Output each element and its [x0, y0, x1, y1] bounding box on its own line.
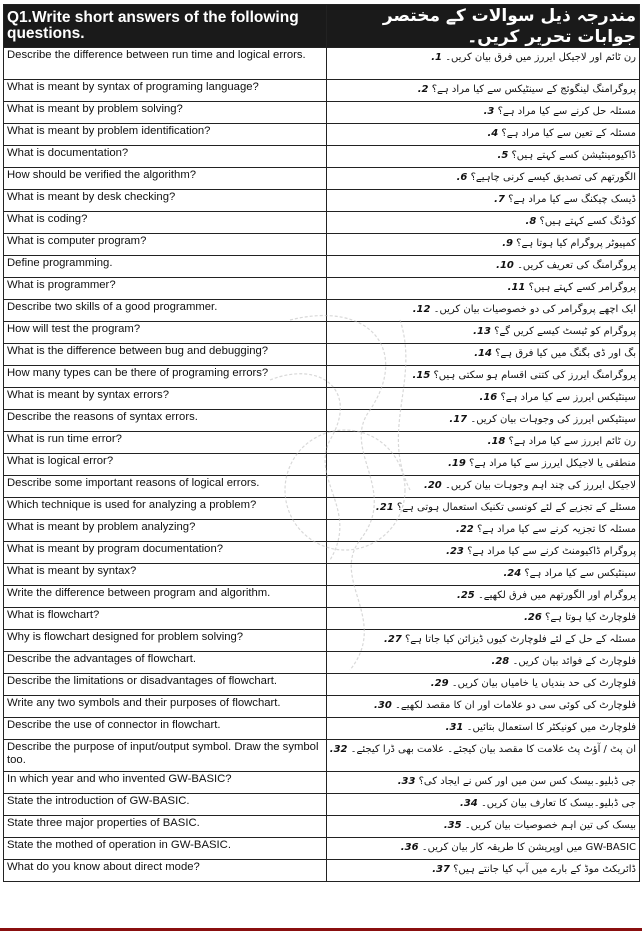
question-urdu-cell — [327, 630, 640, 652]
question-english: State three major properties of BASIC. — [7, 817, 200, 829]
question-english-cell — [4, 102, 327, 124]
question-urdu-cell — [327, 366, 640, 388]
table-row — [4, 860, 640, 882]
question-english: What is meant by problem identification? — [7, 125, 211, 137]
question-urdu-cell — [327, 124, 640, 146]
question-english: How will test the program? — [7, 323, 141, 335]
question-english-cell — [4, 410, 327, 432]
table-row — [4, 388, 640, 410]
question-urdu — [330, 102, 636, 122]
question-english: What is meant by syntax of programing language? — [7, 81, 259, 93]
question-urdu-text: پروگرامر کسے کہتے ہیں؟ — [528, 282, 636, 293]
question-number: 18. — [487, 436, 506, 447]
question-urdu — [330, 410, 636, 430]
table-row — [4, 190, 640, 212]
question-urdu — [330, 794, 636, 814]
question-english-cell — [4, 696, 327, 718]
question-urdu-cell — [327, 564, 640, 586]
question-number: 36. — [400, 842, 419, 853]
question-urdu-cell — [327, 816, 640, 838]
question-number: 6. — [456, 172, 468, 183]
question-english: What is programmer? — [7, 279, 116, 291]
question-english-cell — [4, 234, 327, 256]
question-urdu-text: GW-BASIC میں اوپریشن کا طریقہ کار بیان کریں۔ — [421, 842, 636, 853]
question-english: Why is flowchart designed for problem solving? — [7, 631, 244, 643]
question-urdu-text: پروگرام کو ٹیسٹ کیسے کریں گے؟ — [494, 326, 636, 337]
question-number: 7. — [494, 194, 505, 205]
table-row — [4, 740, 640, 772]
question-urdu-text: کوڈنگ کسے کہتے ہیں؟ — [539, 216, 636, 227]
question-english: What is meant by syntax errors? — [7, 389, 169, 401]
question-urdu — [330, 696, 636, 716]
question-urdu-text: رن ٹائم ایررز سے کیا مراد ہے؟ — [508, 436, 636, 447]
header-english-cell — [4, 5, 327, 48]
question-urdu-cell — [327, 860, 640, 882]
question-english-cell — [4, 432, 327, 454]
question-urdu-text: پروگرامنگ لینگوئج کے سینٹیکس سے کیا مراد ہے؟ — [431, 84, 636, 95]
question-english: What is meant by program documentation? — [7, 543, 224, 555]
question-english-cell — [4, 630, 327, 652]
question-urdu — [330, 48, 636, 68]
question-english: What is the difference between bug and debugging? — [7, 345, 269, 357]
question-urdu — [330, 718, 636, 738]
question-urdu-cell — [327, 652, 640, 674]
question-number: 5. — [497, 150, 509, 161]
question-english-cell — [4, 860, 327, 882]
question-number: 17. — [449, 414, 468, 425]
question-urdu-text: سینٹیکس ایررز سے کیا مراد ہے؟ — [500, 392, 636, 403]
question-urdu-cell — [327, 674, 640, 696]
question-urdu — [330, 652, 636, 672]
question-english: How should be verified the algorithm? — [7, 169, 197, 181]
question-number: 1. — [431, 52, 442, 63]
question-number: 30. — [374, 700, 392, 711]
question-urdu-cell — [327, 212, 640, 234]
question-urdu — [330, 772, 636, 792]
question-number: 21. — [375, 502, 394, 513]
question-number: 34. — [460, 798, 478, 809]
question-urdu — [330, 432, 636, 452]
question-english-cell — [4, 124, 327, 146]
question-english: How many types can be there of programing errors? — [7, 367, 269, 379]
question-urdu-cell — [327, 542, 640, 564]
question-number: 12. — [412, 304, 431, 315]
question-urdu — [330, 300, 636, 320]
question-urdu-text: فلوچارٹ کی حد بندیاں یا خامیاں بیان کریں۔ — [451, 678, 636, 689]
question-english-cell — [4, 586, 327, 608]
question-english-cell — [4, 366, 327, 388]
question-urdu-text: ڈائریکٹ موڈ کے بارے میں آپ کیا جانتے ہیں؟ — [453, 864, 636, 875]
table-row — [4, 124, 640, 146]
header-urdu: مندرجہ ذیل سوالات کے مختصر جوابات تحریر کریں۔ — [382, 6, 636, 47]
question-english: Describe two skills of a good programmer. — [7, 301, 218, 313]
question-urdu-cell — [327, 190, 640, 212]
table-row — [4, 168, 640, 190]
question-english: Write any two symbols and their purposes of flowchart. — [7, 697, 281, 709]
table-row — [4, 674, 640, 696]
question-english: What is run time error? — [7, 433, 122, 445]
question-urdu-text: پروگرام اور الگورتھم میں فرق لکھیے۔ — [477, 590, 636, 601]
question-urdu — [330, 586, 636, 606]
question-urdu-cell — [327, 772, 640, 794]
question-english-cell — [4, 794, 327, 816]
question-english-cell — [4, 256, 327, 278]
question-urdu-cell — [327, 322, 640, 344]
question-english-cell — [4, 190, 327, 212]
question-number: 2. — [417, 84, 429, 95]
question-english-cell — [4, 454, 327, 476]
table-row — [4, 322, 640, 344]
question-english: In which year and who invented GW-BASIC? — [7, 773, 232, 785]
question-english: Describe the purpose of input/output symbol. Draw the symbol too. — [7, 741, 319, 766]
question-urdu-text: مسئلہ کا تجزیہ کرنے سے کیا مراد ہے؟ — [476, 524, 636, 535]
question-english-cell — [4, 476, 327, 498]
table-row — [4, 102, 640, 124]
question-urdu — [330, 476, 636, 496]
question-urdu — [330, 168, 636, 188]
question-urdu-text: پروگرامنگ کی تعریف کریں۔ — [517, 260, 636, 271]
question-english-cell — [4, 278, 327, 300]
question-number: 27. — [384, 634, 402, 645]
question-english: What is flowchart? — [7, 609, 100, 621]
table-row — [4, 652, 640, 674]
question-urdu-text: مسئلہ حل کرنے سے کیا مراد ہے؟ — [497, 106, 636, 117]
question-urdu-text: الگورتھم کی تصدیق کیسے کرنی چاہیے؟ — [470, 172, 636, 183]
question-urdu — [330, 542, 636, 562]
question-english-cell — [4, 300, 327, 322]
question-urdu-cell — [327, 300, 640, 322]
question-number: 33. — [397, 776, 416, 787]
question-urdu — [330, 608, 636, 628]
question-urdu-text: مسئلہ کے حل کے لئے فلوچارٹ کیوں ڈیزائن کیا جاتا ہے؟ — [404, 634, 636, 645]
question-urdu-text: ان پٹ / آؤٹ پٹ علامت کا مقصد بیان کیجئے۔ علامت بھی ڈرا کیجئے۔ — [350, 744, 636, 755]
question-number: 31. — [445, 722, 464, 733]
question-english-cell — [4, 816, 327, 838]
question-english-cell — [4, 718, 327, 740]
question-number: 29. — [430, 678, 449, 689]
question-english-cell — [4, 652, 327, 674]
question-number: 13. — [473, 326, 491, 337]
table-header-row — [4, 5, 640, 48]
table-row — [4, 564, 640, 586]
question-urdu — [330, 838, 636, 858]
question-english: Describe the reasons of syntax errors. — [7, 411, 198, 423]
question-english-cell — [4, 838, 327, 860]
question-english: What is coding? — [7, 213, 88, 225]
question-urdu-text: لاجیکل ایررز کی چند اہم وجوہات بیان کریں۔ — [444, 480, 636, 491]
table-row — [4, 80, 640, 102]
table-row — [4, 432, 640, 454]
question-english-cell — [4, 740, 327, 772]
question-urdu-cell — [327, 80, 640, 102]
table-row — [4, 212, 640, 234]
question-urdu — [330, 234, 636, 254]
question-urdu-text: پروگرام ڈاکیومنٹ کرنے سے کیا مراد ہے؟ — [467, 546, 636, 557]
question-number: 3. — [483, 106, 495, 117]
question-english: Describe the advantages of flowchart. — [7, 653, 197, 665]
question-urdu-text: بیسک کی تین اہم خصوصیات بیان کریں۔ — [464, 820, 636, 831]
question-urdu-text: مسئلے کے تجزیے کے لئے کونسی تکنیک استعمال ہوتی ہے؟ — [396, 502, 636, 513]
question-urdu-cell — [327, 454, 640, 476]
question-number: 24. — [503, 568, 522, 579]
table-row — [4, 498, 640, 520]
question-urdu-cell — [327, 102, 640, 124]
question-urdu-text: ایک اچھے پروگرامر کی دو خصوصیات بیان کریں۔ — [433, 304, 636, 315]
question-number: 22. — [456, 524, 474, 535]
table-row — [4, 454, 640, 476]
question-urdu-text: کمپیوٹر پروگرام کیا ہوتا ہے؟ — [516, 238, 636, 249]
question-urdu — [330, 740, 636, 760]
question-urdu — [330, 816, 636, 836]
question-urdu-text: سینٹیکس سے کیا مراد ہے؟ — [524, 568, 636, 579]
table-row — [4, 520, 640, 542]
question-number: 9. — [502, 238, 513, 249]
question-english: State the introduction of GW-BASIC. — [7, 795, 190, 807]
question-english: Which technique is used for analyzing a problem? — [7, 499, 257, 511]
question-urdu — [330, 190, 636, 210]
question-urdu — [330, 454, 636, 474]
table-row — [4, 718, 640, 740]
question-urdu-text: منطقی یا لاجیکل ایررز سے کیا مراد ہے؟ — [469, 458, 636, 469]
question-english-cell — [4, 146, 327, 168]
question-urdu — [330, 860, 636, 880]
question-english: Describe the difference between run time and logical errors. — [7, 49, 306, 61]
question-urdu-cell — [327, 432, 640, 454]
question-english: What is computer program? — [7, 235, 147, 247]
question-urdu-cell — [327, 586, 640, 608]
question-english-cell — [4, 608, 327, 630]
table-row — [4, 586, 640, 608]
question-english-cell — [4, 388, 327, 410]
question-urdu-text: فلوچارٹ کیا ہوتا ہے؟ — [545, 612, 636, 623]
question-number: 10. — [496, 260, 514, 271]
table-row — [4, 48, 640, 80]
question-urdu-cell — [327, 278, 640, 300]
question-urdu-text: ڈاکیومینٹیشن کسے کہتے ہیں؟ — [511, 150, 636, 161]
question-urdu — [330, 80, 636, 100]
question-urdu — [330, 674, 636, 694]
table-row — [4, 838, 640, 860]
question-english-cell — [4, 344, 327, 366]
question-english-cell — [4, 322, 327, 344]
question-urdu-text: فلوچارٹ میں کونیکٹر کا استعمال بتائیں۔ — [466, 722, 636, 733]
question-urdu — [330, 520, 636, 540]
question-number: 8. — [525, 216, 537, 227]
question-number: 26. — [524, 612, 542, 623]
question-urdu-cell — [327, 146, 640, 168]
question-urdu-cell — [327, 520, 640, 542]
question-number: 28. — [491, 656, 510, 667]
question-number: 35. — [443, 820, 462, 831]
question-english-cell — [4, 772, 327, 794]
bottom-border — [0, 928, 642, 931]
question-urdu-cell — [327, 794, 640, 816]
table-row — [4, 234, 640, 256]
question-english: Define programming. — [7, 257, 113, 269]
question-number: 19. — [448, 458, 466, 469]
table-row — [4, 256, 640, 278]
question-english-cell — [4, 80, 327, 102]
header-english: Q1.Write short answers of the following questions. — [7, 9, 299, 42]
table-row — [4, 366, 640, 388]
question-urdu-cell — [327, 608, 640, 630]
question-urdu-text: جی ڈبلیو۔بیسک کا تعارف بیان کریں۔ — [480, 798, 636, 809]
question-english-cell — [4, 564, 327, 586]
question-urdu — [330, 630, 636, 650]
question-urdu-text: سینٹیکس ایررز کی وجوہات بیان کریں۔ — [470, 414, 636, 425]
question-english-cell — [4, 674, 327, 696]
question-urdu — [330, 256, 636, 276]
question-english: State the mothed of operation in GW-BASIC. — [7, 839, 231, 851]
question-english: What is documentation? — [7, 147, 129, 159]
question-english: What is meant by syntax? — [7, 565, 137, 577]
table-row — [4, 542, 640, 564]
question-urdu — [330, 564, 636, 584]
questions-table — [3, 4, 640, 882]
question-urdu — [330, 498, 636, 518]
question-urdu-text: مسئلہ کے تعین سے کیا مراد ہے؟ — [501, 128, 636, 139]
question-english: Describe the limitations or disadvantages of flowchart. — [7, 675, 278, 687]
table-row — [4, 344, 640, 366]
header-urdu-cell — [327, 5, 640, 48]
question-urdu-cell — [327, 48, 640, 80]
table-row — [4, 794, 640, 816]
table-row — [4, 816, 640, 838]
question-number: 23. — [446, 546, 464, 557]
table-row — [4, 630, 640, 652]
question-urdu-cell — [327, 696, 640, 718]
question-urdu-cell — [327, 344, 640, 366]
table-row — [4, 476, 640, 498]
question-urdu — [330, 388, 636, 408]
question-urdu-cell — [327, 388, 640, 410]
question-urdu — [330, 124, 636, 144]
question-urdu — [330, 322, 636, 342]
question-urdu — [330, 146, 636, 166]
question-english: Describe the use of connector in flowchart. — [7, 719, 221, 731]
question-urdu-text: جی ڈبلیو۔بیسک کس سن میں اور کس نے ایجاد کی؟ — [418, 776, 636, 787]
question-number: 37. — [432, 864, 450, 875]
question-urdu-text: پروگرامنگ ایررز کی کتنی اقسام ہو سکتی ہیں؟ — [433, 370, 636, 381]
question-number: 14. — [474, 348, 492, 359]
question-urdu-cell — [327, 740, 640, 772]
question-number: 20. — [424, 480, 442, 491]
question-urdu-cell — [327, 498, 640, 520]
question-urdu — [330, 212, 636, 232]
question-number: 25. — [457, 590, 475, 601]
question-urdu-text: فلوچارٹ کے فوائد بیان کریں۔ — [512, 656, 636, 667]
question-english: Write the difference between program and algorithm. — [7, 587, 271, 599]
question-urdu-text: بگ اور ڈی بگنگ میں کیا فرق ہے؟ — [495, 348, 636, 359]
question-urdu-cell — [327, 410, 640, 432]
table-row — [4, 696, 640, 718]
question-english-cell — [4, 212, 327, 234]
question-number: 32. — [329, 744, 348, 755]
question-english: What is logical error? — [7, 455, 114, 467]
question-english-cell — [4, 48, 327, 80]
question-urdu — [330, 278, 636, 298]
question-urdu-cell — [327, 476, 640, 498]
question-english-cell — [4, 542, 327, 564]
question-urdu-cell — [327, 168, 640, 190]
question-english: What is meant by problem analyzing? — [7, 521, 196, 533]
question-number: 16. — [479, 392, 498, 403]
table-row — [4, 278, 640, 300]
question-english-cell — [4, 498, 327, 520]
table-row — [4, 300, 640, 322]
question-english-cell — [4, 520, 327, 542]
question-number: 11. — [507, 282, 526, 293]
question-english: What is meant by problem solving? — [7, 103, 183, 115]
question-urdu-text: فلوچارٹ کی کوئی سی دو علامات اور ان کا مقصد لکھیے۔ — [394, 700, 636, 711]
question-urdu-cell — [327, 234, 640, 256]
question-number: 4. — [487, 128, 499, 139]
table-row — [4, 772, 640, 794]
table-row — [4, 410, 640, 432]
question-english: What is meant by desk checking? — [7, 191, 176, 203]
question-urdu-cell — [327, 718, 640, 740]
question-urdu-text: ڈیسک چیکنگ سے کیا مراد ہے؟ — [508, 194, 636, 205]
table-row — [4, 608, 640, 630]
question-urdu — [330, 366, 636, 386]
question-urdu — [330, 344, 636, 364]
question-urdu-cell — [327, 256, 640, 278]
question-english: Describe some important reasons of logical errors. — [7, 477, 260, 489]
question-english-cell — [4, 168, 327, 190]
question-urdu-cell — [327, 838, 640, 860]
question-number: 15. — [412, 370, 431, 381]
question-urdu-text: رن ٹائم اور لاجیکل ایررز میں فرق بیان کریں۔ — [445, 52, 636, 63]
question-english: What do you know about direct mode? — [7, 861, 200, 873]
table-row — [4, 146, 640, 168]
